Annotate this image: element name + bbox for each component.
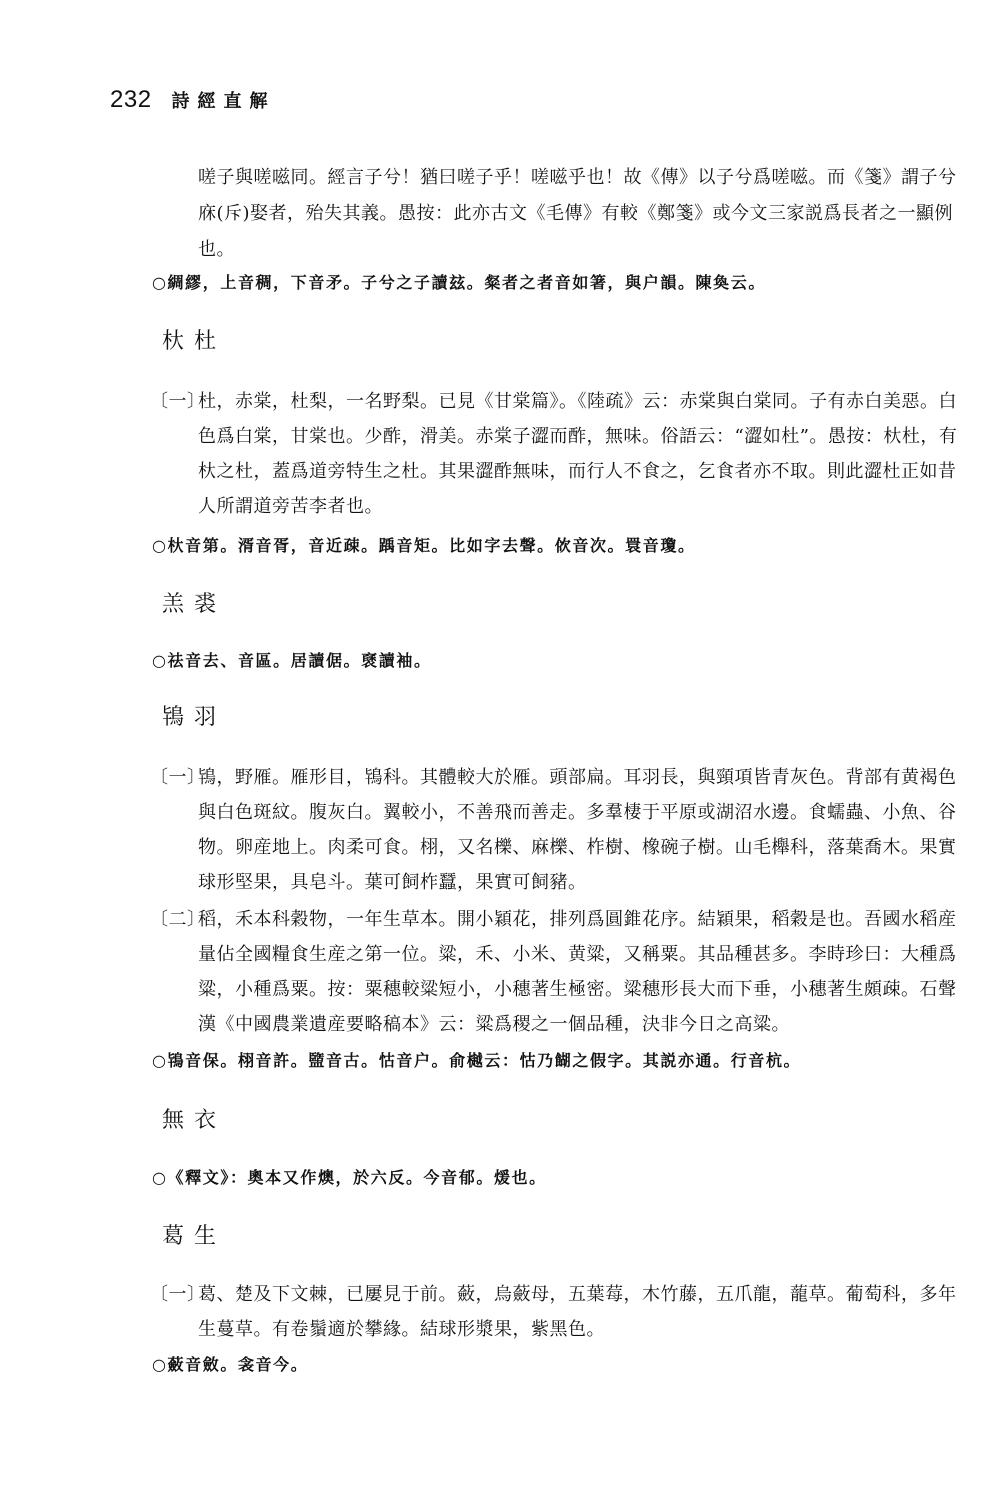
intro-note: ○綢繆，上音稠，下音矛。子兮之子讀玆。粲者之者音如箸，與户韻。陳奐云。 (152, 273, 766, 292)
section-gesheng-note: ○蘞音斂。衾音今。 (152, 1355, 309, 1374)
intro-paragraph: 嗟子與嗟嗞同。經言子兮！猶曰嗟子乎！嗟嗞乎也！故《傳》以子兮爲嗟嗞。而《箋》謂子兮庥(斥)娶者，殆失其義。愚按：此亦古文《毛傳》有較《鄭箋》或今文三家説爲長者之一顯例也。 (198, 167, 957, 260)
section-title-didu: 杕杜 (162, 329, 227, 354)
item-text: 鴇，野雁。雁形目，鴇科。其體較大於雁。頭部扁。耳羽長，與頸項皆青灰色。背部有黄褐色與白色斑紋。腹灰白。翼較小，不善飛而善走。多羣棲于平原或湖沼水邊。食蠕蟲、小魚、谷物。卵産地上。肉柔可食。栩，又名櫟、麻櫟、柞樹、橡碗子樹。山毛櫸科，落葉喬木。果實球形堅果，具皂斗。葉可飼柞蠶，果實可飼豬。 (198, 767, 957, 893)
section-didu-item-1 (150, 384, 972, 524)
section-baoyu-item-2 (150, 902, 972, 1042)
item-text: 葛、楚及下文棘，已屢見于前。蘞，烏蘞母，五葉莓，木竹藤，五爪龍，蘢草。葡萄科，多年生蔓草。有卷鬚適於攀緣。結球形漿果，紫黑色。 (198, 1284, 957, 1340)
section-gaoqiu-note: ○祛音去、音區。居讀倨。褎讀袖。 (152, 651, 432, 670)
section-title-gaoqiu: 羔裘 (162, 592, 227, 617)
section-title-wuyi: 無衣 (162, 1108, 227, 1133)
item-text: 稻，禾本科穀物，一年生草本。開小穎花，排列爲圓錐花序。結穎果，稻穀是也。吾國水稻産量佔全國糧食生産之第一位。粱，禾、小米、黄粱，又稱粟。其品種甚多。李時珍曰：大種爲粱，小種爲粟。按：粟穗較粱短小，小穗著生極密。粱穗形長大而下垂，小穗著生頗疎。石聲漢《中國農業遺産要略稿本》云：粱爲稷之一個品種，決非今日之高粱。 (198, 909, 957, 1035)
page-number: 232 (110, 86, 152, 113)
section-baoyu-item-1 (150, 760, 972, 900)
item-label: 〔一〕 (150, 767, 206, 788)
item-text: 杜，赤棠，杜梨，一名野梨。已見《甘棠篇》。《陸疏》云：赤棠與白棠同。子有赤白美惡。白色爲白棠，甘棠也。少酢，滑美。赤棠子澀而酢，無味。俗語云：“澀如杜”。愚按：杕杜，有杕之杜，蓋爲道旁特生之杜。其果澀酢無味，而行人不食之，乞食者亦不取。則此澀杜正如昔人所謂道旁苦李者也。 (198, 391, 958, 517)
book-title: 詩經直解 (171, 91, 276, 112)
section-title-gesheng: 葛生 (162, 1224, 227, 1249)
item-label: 〔一〕 (150, 1284, 206, 1305)
section-gesheng-item-1 (150, 1277, 972, 1347)
section-baoyu-note: ○鴇音保。栩音許。盬音古。怙音户。俞樾云：怙乃餬之假字。其説亦通。行音杭。 (152, 1051, 802, 1070)
item-label: 〔二〕 (150, 909, 206, 930)
item-label: 〔一〕 (150, 391, 206, 412)
section-didu-note: ○杕音第。湑音胥，音近疎。踽音矩。比如字去聲。佽音次。睘音瓊。 (152, 536, 696, 555)
section-wuyi-note: ○《釋文》：奧本又作燠，於六反。今音郁。煖也。 (152, 1168, 547, 1187)
section-title-baoyu: 鴇羽 (162, 705, 227, 730)
